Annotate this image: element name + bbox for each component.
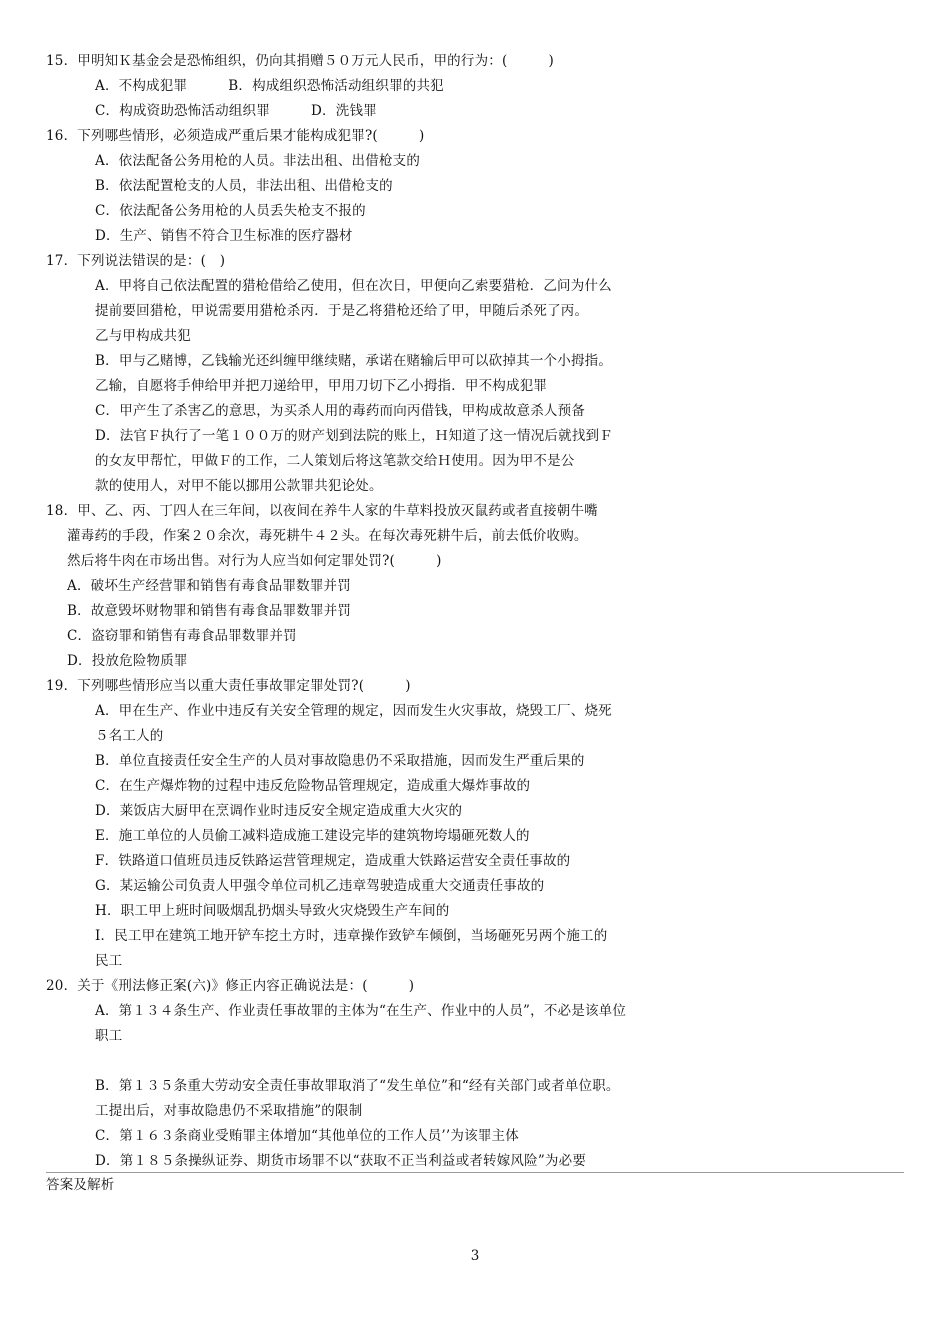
question-19-option-i-line2: 民工 (95, 953, 123, 969)
question-19-option-e: E．施工单位的人员偷工减料造成施工建设完毕的建筑物垮塌砸死数人的 (95, 828, 530, 844)
question-17-option-b-line2: 乙输，自愿将手伸给甲并把刀递给甲，甲用刀切下乙小拇指．甲不构成犯罪 (95, 378, 548, 394)
question-18-stem-line1: 18．甲、乙、丙、丁四人在三年间，以夜间在养牛人家的牛草料投放灭鼠药或者直接朝牛嘴 (46, 503, 598, 519)
page-number: 3 (470, 1248, 480, 1264)
question-19-option-i-line1: I．民工甲在建筑工地开铲车挖土方时，违章操作致铲车倾倒，当场砸死另两个施工的 (95, 928, 608, 944)
question-17-option-d-line3: 款的使用人，对甲不能以挪用公款罪共犯论处。 (95, 478, 383, 494)
question-19-option-a-line2: ５名工人的 (95, 728, 164, 744)
question-16-stem: 16．下列哪些情形，必须造成严重后果才能构成犯罪?( ) (46, 128, 425, 144)
question-19-option-g: G．某运输公司负责人甲强令单位司机乙违章驾驶造成重大交通责任事故的 (95, 878, 545, 894)
question-16-option-c: C．依法配备公务用枪的人员丢失枪支不报的 (95, 203, 366, 219)
section-divider (46, 1172, 904, 1173)
question-20-option-a-line2: 职工 (95, 1028, 123, 1044)
question-20-stem: 20．关于《刑法修正案(六)》修正内容正确说法是：( ) (46, 978, 415, 994)
question-20-option-d: D．第１８５条操纵证券、期货市场罪不以“获取不正当利益或者转嫁风险”为必要 (95, 1153, 587, 1169)
question-17-option-d-line2: 的女友甲帮忙，甲做Ｆ的工作，二人策划后将这笔款交给Ｈ使用。因为甲不是公 (95, 453, 575, 469)
question-18-option-c: C．盗窃罪和销售有毒食品罪数罪并罚 (67, 628, 297, 644)
question-20-option-b-line1: B．第１３５条重大劳动安全责任事故罪取消了“发生单位”和“经有关部门或者单位职。 (95, 1078, 620, 1094)
question-17-option-a-line1: A．甲将自己依法配置的猎枪借给乙使用，但在次日，甲便向乙索要猎枪．乙问为什么 (95, 278, 612, 294)
question-15-stem: 15．甲明知Ｋ基金会是恐怖组织，仍向其捐赠５０万元人民币，甲的行为：( ) (46, 53, 555, 69)
question-16-option-a: A．依法配备公务用枪的人员。非法出租、出借枪支的 (95, 153, 421, 169)
question-19-stem: 19．下列哪些情形应当以重大责任事故罪定罪处罚?( ) (46, 678, 411, 694)
question-19-option-b: B．单位直接责任安全生产的人员对事故隐患仍不采取措施，因而发生严重后果的 (95, 753, 585, 769)
question-15-options-cd: C．构成资助恐怖活动组织罪 D．洗钱罪 (95, 103, 377, 119)
question-18-option-a: A．破坏生产经营罪和销售有毒食品罪数罪并罚 (67, 578, 351, 594)
question-20-option-a-line1: A．第１３４条生产、作业责任事故罪的主体为“在生产、作业中的人员”，不必是该单位 (95, 1003, 627, 1019)
question-19-option-c: C．在生产爆炸物的过程中违反危险物品管理规定，造成重大爆炸事故的 (95, 778, 531, 794)
question-17-stem: 17．下列说法错误的是：( ) (46, 253, 226, 269)
question-19-option-a-line1: A．甲在生产、作业中违反有关安全管理的规定，因而发生火灾事故，烧毁工厂、烧死 (95, 703, 612, 719)
question-20-option-b-line2: 工提出后，对事故隐患仍不采取措施”的限制 (95, 1103, 363, 1119)
question-18-option-d: D．投放危险物质罪 (67, 653, 188, 669)
question-19-option-f: F．铁路道口值班员违反铁路运营管理规定，造成重大铁路运营安全责任事故的 (95, 853, 571, 869)
question-16-option-d: D．生产、销售不符合卫生标准的医疗器材 (95, 228, 353, 244)
question-19-option-h: H．职工甲上班时间吸烟乱扔烟头导致火灾烧毁生产车间的 (95, 903, 450, 919)
question-18-stem-line2: 灌毒药的手段，作案２０余次，毒死耕牛４２头。在每次毒死耕牛后，前去低价收购。 (67, 528, 588, 544)
question-20-option-c: C．第１６３条商业受贿罪主体增加“其他单位的工作人员’’为该罪主体 (95, 1128, 519, 1144)
question-16-option-b: B．依法配置枪支的人员，非法出租、出借枪支的 (95, 178, 393, 194)
question-17-option-a-line2: 提前要回猎枪，甲说需要用猎枪杀丙．于是乙将猎枪还给了甲，甲随后杀死了丙。 (95, 303, 589, 319)
answer-section-heading: 答案及解析 (46, 1177, 115, 1193)
question-17-option-a-line3: 乙与甲构成共犯 (95, 328, 191, 344)
question-18-option-b: B．故意毁坏财物罪和销售有毒食品罪数罪并罚 (67, 603, 352, 619)
question-17-option-c: C．甲产生了杀害乙的意思，为买杀人用的毒药而向丙借钱，甲构成故意杀人预备 (95, 403, 586, 419)
question-17-option-d-line1: D．法官Ｆ执行了一笔１００万的财产划到法院的账上，Ｈ知道了这一情况后就找到Ｆ (95, 428, 613, 444)
question-18-stem-line3: 然后将牛肉在市场出售。对行为人应当如何定罪处罚?( ) (67, 553, 442, 569)
question-15-options-ab: A．不构成犯罪 B．构成组织恐怖活动组织罪的共犯 (95, 78, 444, 94)
question-19-option-d: D．莱饭店大厨甲在烹调作业时违反安全规定造成重大火灾的 (95, 803, 463, 819)
question-17-option-b-line1: B．甲与乙赌博，乙钱输光还纠缠甲继续赌，承诺在赌输后甲可以砍掉其一个小拇指。 (95, 353, 613, 369)
